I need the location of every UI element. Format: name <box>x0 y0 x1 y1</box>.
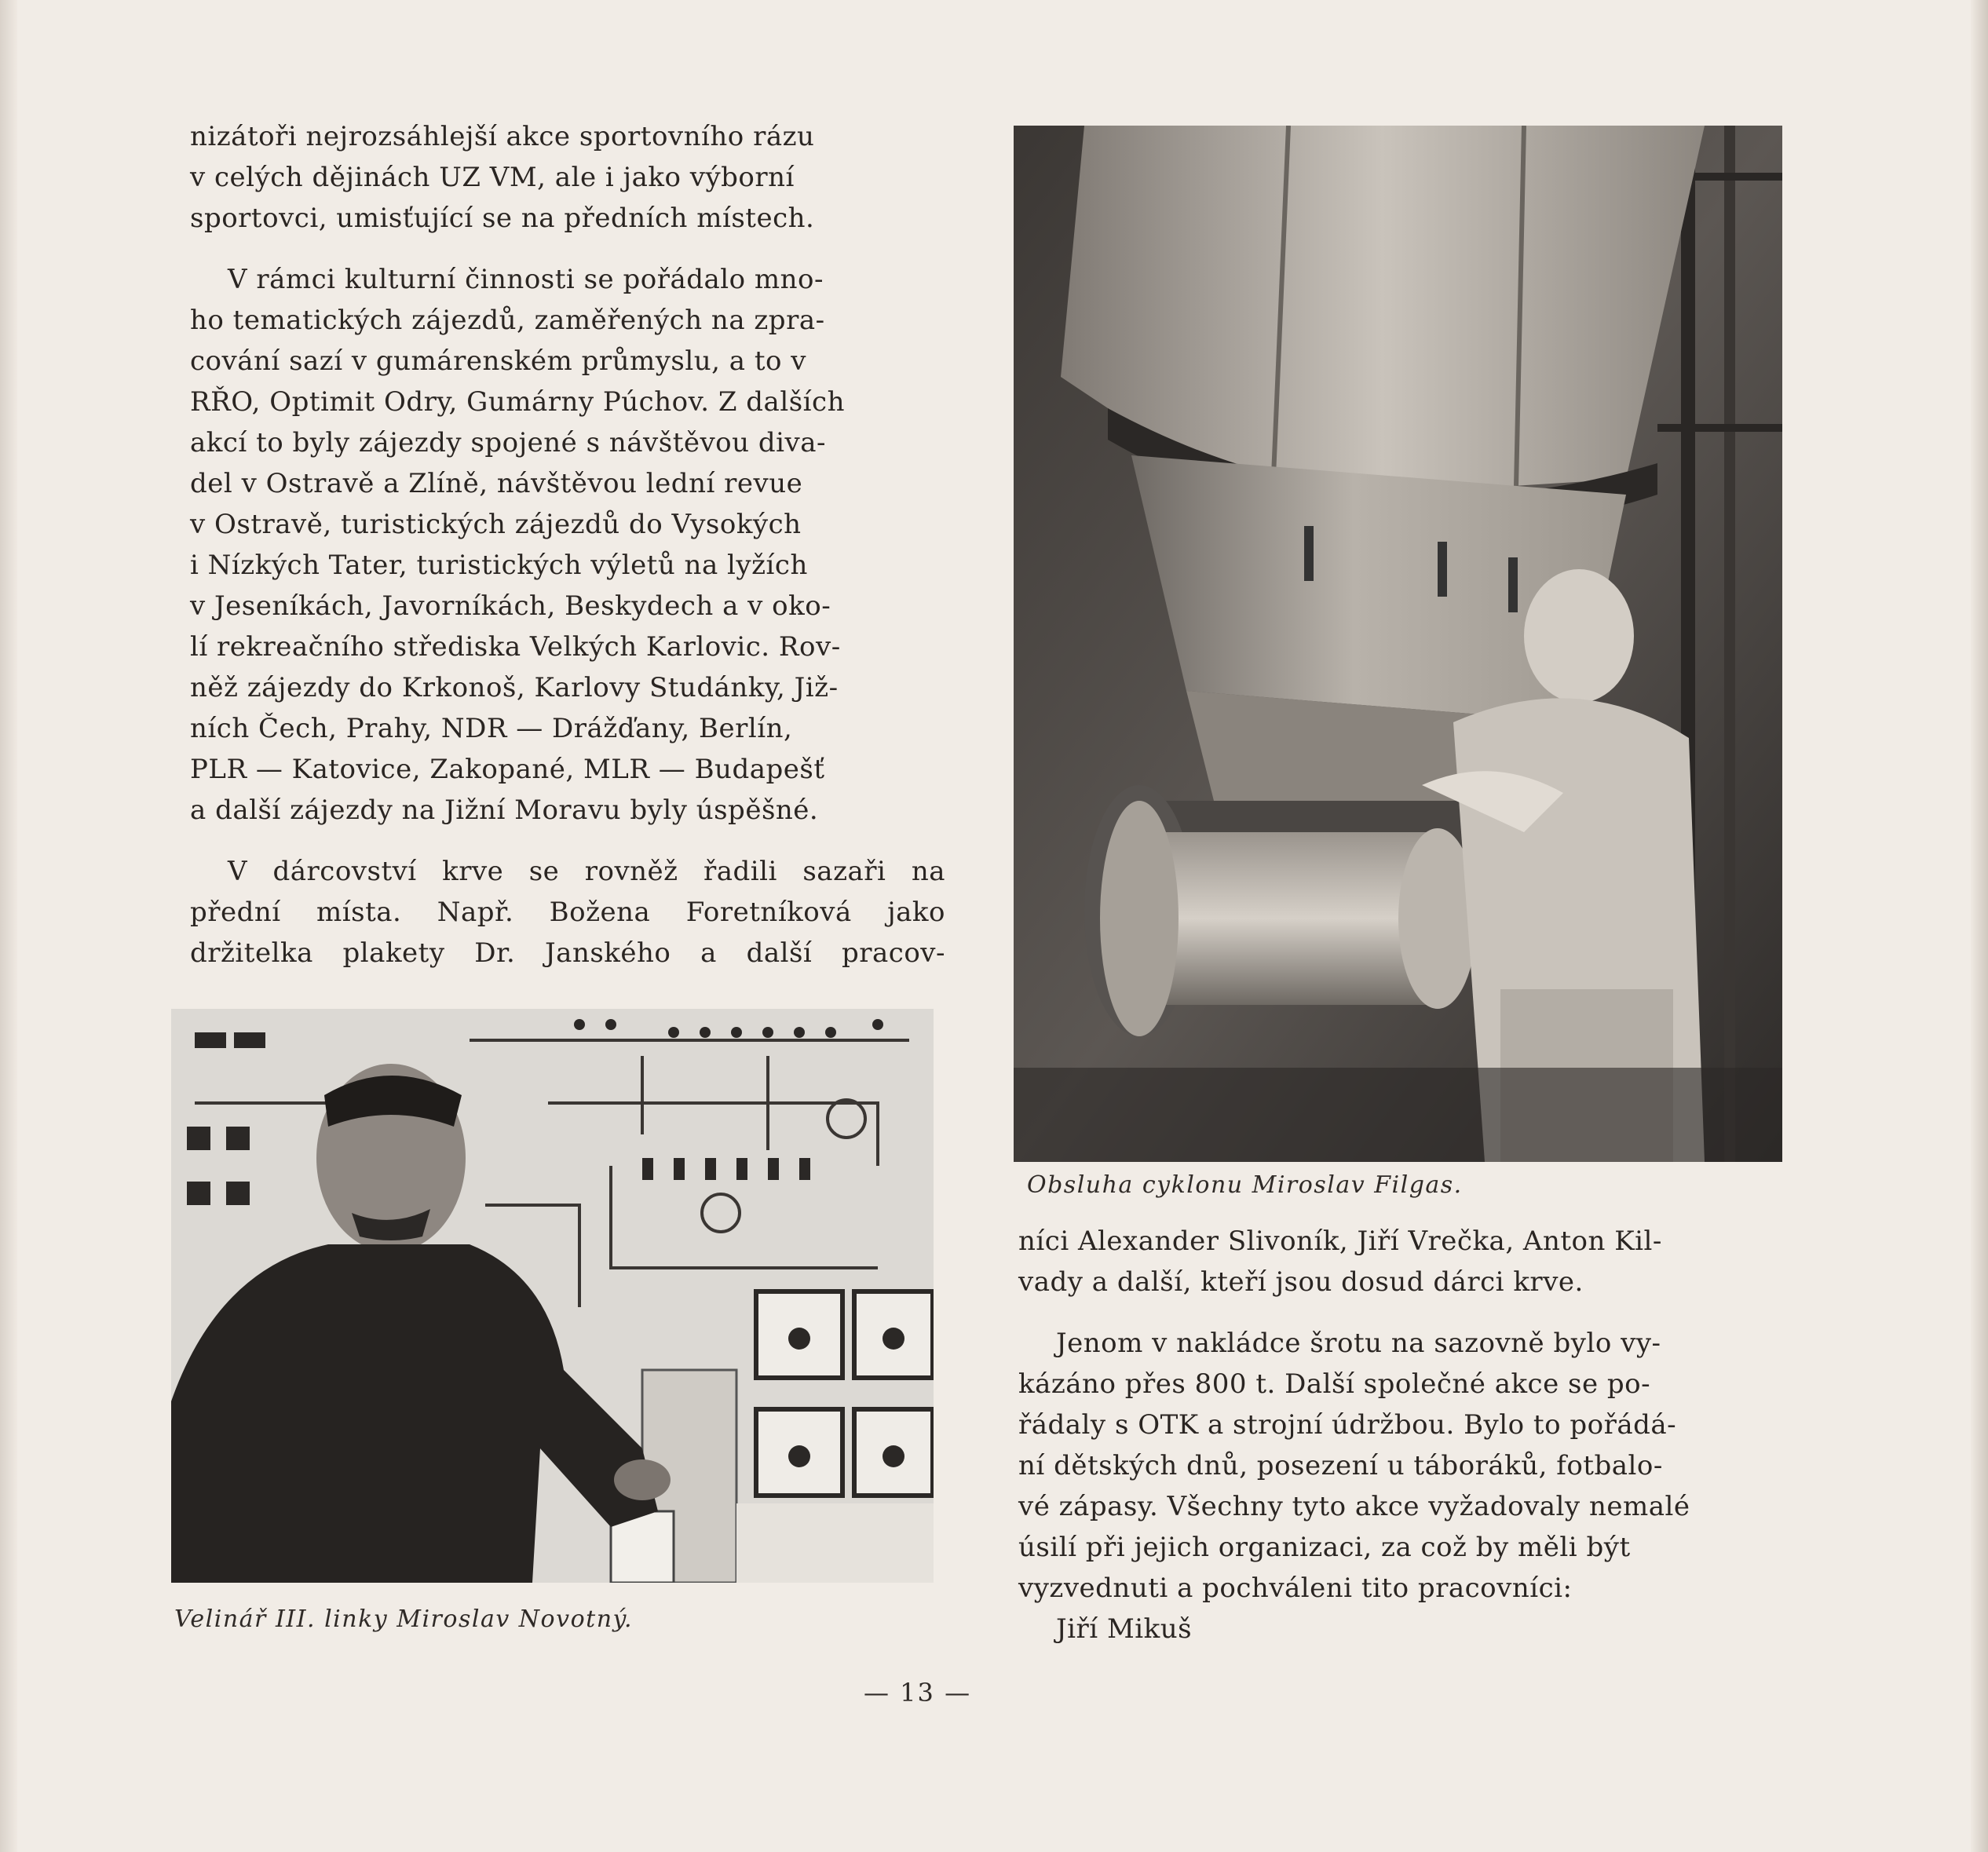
left-text-column <box>190 116 945 994</box>
control-room-photo-illustration <box>171 1009 934 1583</box>
photo-control-room-operator <box>171 1009 934 1583</box>
page-number: — 13 — <box>864 1678 972 1708</box>
right-text-column <box>1018 1221 1782 1670</box>
caption-cyclone-photo: Obsluha cyklonu Miroslav Filgas. <box>1027 1171 1463 1199</box>
paragraph-blood-donation: V dárcovství krve se rovněž řadili sazaři na přední místa. Např. Božena Foretníková jako držitelka plakety Dr. Janského a další pracov- <box>190 856 945 969</box>
paragraph-culture: V rámci kulturní činnosti se pořádalo mno- ho tematických zájezdů, zaměřených na zpra- cování sazí v gumárenském průmyslu, a to v RŘO, Optimit Odry, Gumárny Púchov. Z dalších akcí to byly zájezdy spojené s návštěvou diva- del v Ostravě a Zlíně, návštěvou lední revue v Ostravě, turistických zájezdů do Vysokých i Nízkých Tater, turistických výletů na lyžích v Jeseníkách, Javorníkách, Beskydech a v oko- lí rekreačního střediska Velkých Karlovic. Rov- něž zájezdy do Krkonoš, Karlovy Studánky, Již- ních Čech, Prahy, NDR — Drážďany, Berlín, PLR — Katovice, Zakopané, MLR — Budapešť a další zájezdy na Jižní Moravu byly úspěšné. <box>190 264 845 826</box>
page-edge-left <box>0 0 17 1852</box>
caption-control-photo: Velinář III. linky Miroslav Novotný. <box>174 1605 634 1633</box>
paragraph-donors: níci Alexander Slivoník, Jiří Vrečka, Anton Kil- vady a další, kteří jsou dosud dárci krve. <box>1018 1226 1662 1298</box>
paragraph-sports: nizátoři nejrozsáhlejší akce sportovního rázu v celých dějinách UZ VM, ale i jako výborní sportovci, umisťující se na předních místech. <box>190 121 815 234</box>
cyclone-photo-illustration <box>1014 126 1782 1162</box>
signature-name: Jiří Mikuš <box>1056 1613 1193 1645</box>
paragraph-scrap-and-events: Jenom v nakládce šrotu na sazovně bylo vy- kázáno přes 800 t. Další společné akce se po- řádaly s OTK a strojní údržbou. Bylo to pořádá- ní dětských dnů, posezení u táboráků, fotbalo- vé zápasy. Všechny tyto akce vyžadovaly nemalé úsilí při jejich organizaci, za což by měli být vyzvednuti a pochváleni tito pracovníci: <box>1018 1328 1690 1604</box>
photo-cyclone-operator <box>1014 126 1782 1162</box>
page-edge-right <box>1971 0 1988 1852</box>
